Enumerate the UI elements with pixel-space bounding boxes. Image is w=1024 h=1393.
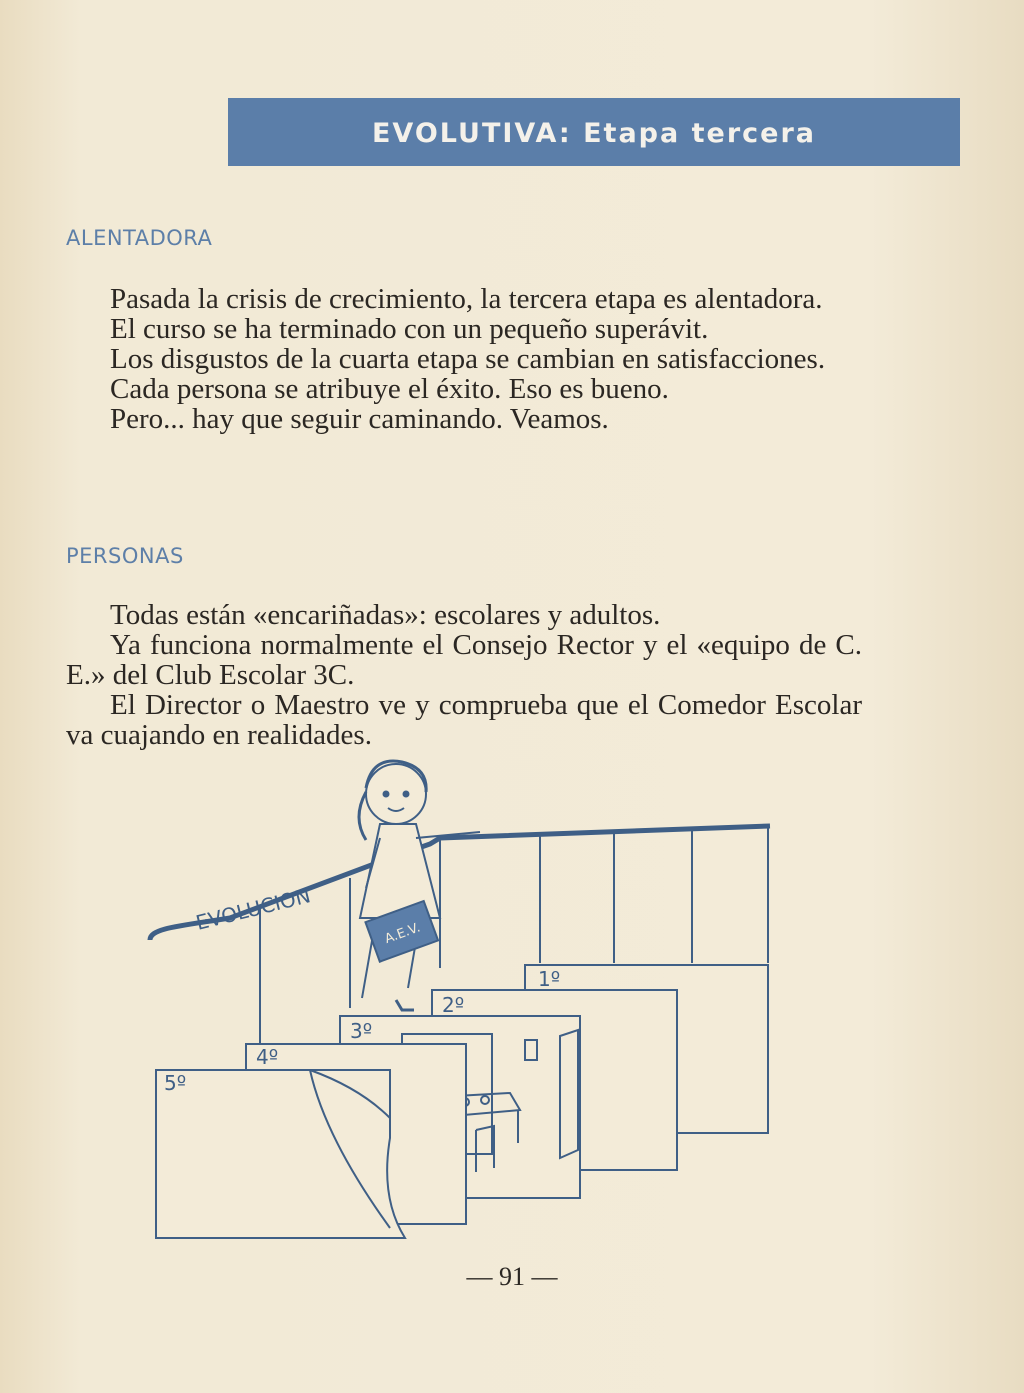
banner-title: EVOLUTIVA: Etapa tercera	[371, 117, 816, 149]
section-heading-alentadora: ALENTADORA	[66, 226, 213, 250]
girl-shoe	[396, 1000, 414, 1010]
section-heading-personas: PERSONAS	[66, 544, 184, 568]
girl-eye	[404, 792, 409, 797]
paragraph: El Director o Maestro ve y comprueba que el Comedor Escolar va cuajando en realidades.	[66, 689, 862, 751]
step-5	[156, 1070, 405, 1238]
paragraph: Cada persona se atribuye el éxito. Eso es bueno.	[110, 373, 669, 405]
girl-hair	[359, 792, 366, 840]
paragraph: El curso se ha terminado con un pequeño superávit.	[110, 313, 709, 345]
section-text-alentadora	[66, 284, 862, 434]
staircase-illustration	[140, 758, 780, 1248]
paragraph: Pasada la crisis de crecimiento, la tercera etapa es alentadora.	[110, 283, 823, 315]
rail-label: EVOLUCION	[193, 883, 313, 935]
step-label-3: 3º	[350, 1019, 373, 1043]
step-label-4: 4º	[256, 1045, 279, 1069]
paragraph: Los disgustos de la cuarta etapa se cambian en satisfacciones.	[110, 343, 826, 375]
step-label-1: 1º	[538, 967, 561, 991]
page-number: — 91 —	[466, 1262, 558, 1291]
section-text-personas	[66, 600, 862, 750]
paragraph: Pero... hay que seguir caminando. Veamos.	[110, 403, 609, 435]
girl-eye	[384, 792, 389, 797]
step-label-5: 5º	[164, 1071, 187, 1095]
girl-head	[366, 764, 426, 824]
bag-label: A.E.V.	[382, 920, 423, 947]
paragraph: Ya funciona normalmente el Consejo Rector y el «equipo de C. E.» del Club Escolar 3C.	[66, 629, 862, 691]
step-label-2: 2º	[442, 993, 465, 1017]
girl-dress	[360, 824, 440, 918]
chapter-banner	[228, 98, 960, 166]
paragraph: Todas están «encariñadas»: escolares y adultos.	[110, 599, 661, 631]
